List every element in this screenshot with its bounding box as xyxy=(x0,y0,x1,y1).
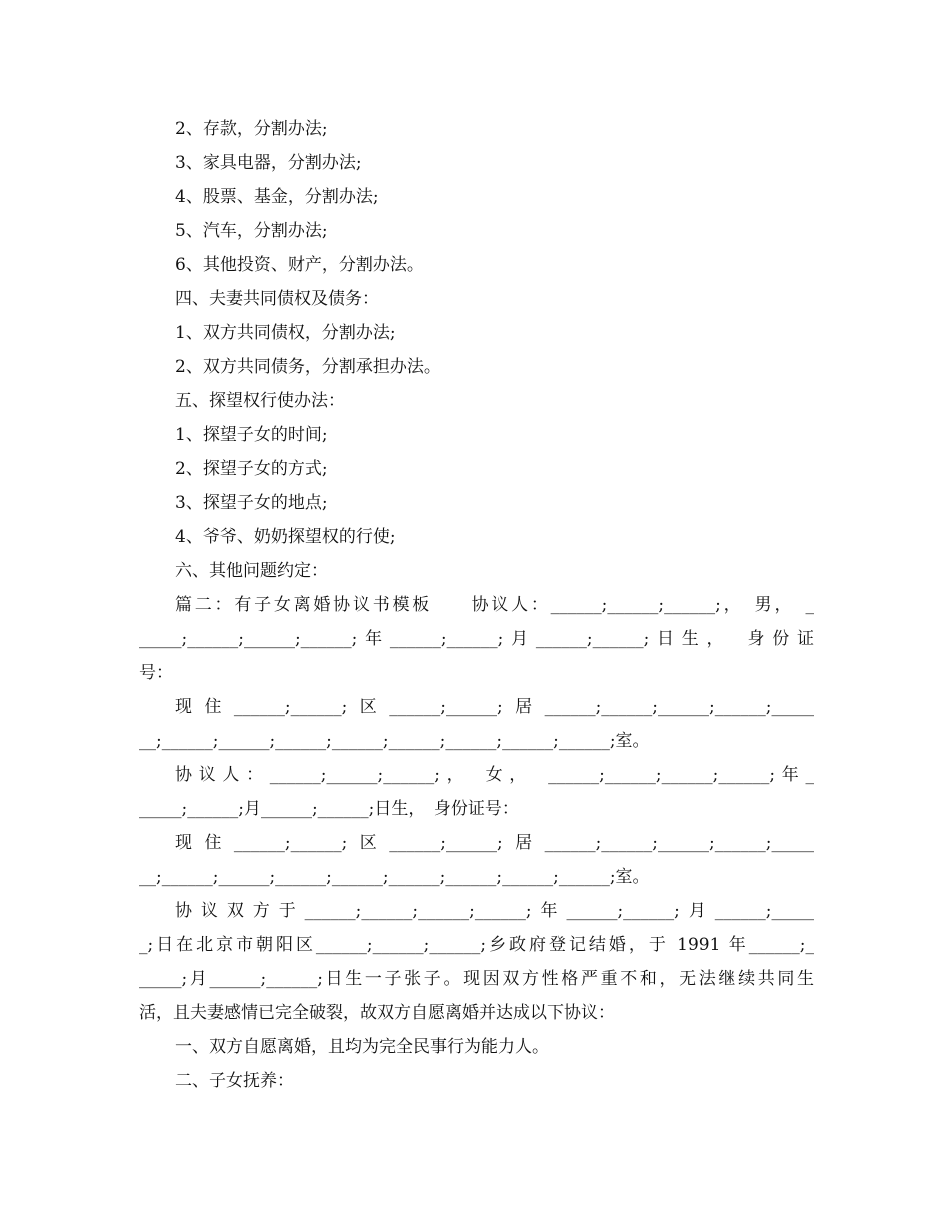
paragraph-line: _;日在北京市朝阳区______;______;______;乡政府登记结婚，于 1991 年______;_ xyxy=(139,935,814,955)
paragraph-line: __;______;______;______;______;______;______;______;______;室。 xyxy=(139,731,650,751)
paragraph-line: 现住______;______;区______;______;居______;______;______;______;_____ xyxy=(175,833,814,853)
list-item: 3、家具电器，分割办法; xyxy=(175,153,362,173)
list-item: 5、汽车，分割办法; xyxy=(175,221,328,241)
list-item: 1、探望子女的时间; xyxy=(175,425,328,445)
document-body xyxy=(139,112,814,1098)
paragraph-line: __;______;______;______;______;______;______;______;______;室。 xyxy=(139,867,650,887)
paragraph-line: 协议人：______;______;______;， 女， ______;______;______;______;年_ xyxy=(175,765,814,785)
paragraph-line: 一、双方自愿离婚，且均为完全民事行为能力人。 xyxy=(175,1037,549,1057)
list-item: 1、双方共同债权，分割办法; xyxy=(175,323,396,343)
list-item: 4、爷爷、奶奶探望权的行使; xyxy=(175,527,396,547)
list-item: 4、股票、基金，分割办法; xyxy=(175,187,379,207)
paragraph-line: _____;______;月______;______;日生， 身份证号： xyxy=(139,799,519,819)
list-item: 2、探望子女的方式; xyxy=(175,459,328,479)
paragraph-line: _____;月______;______;日生一子张子。现因双方性格严重不和，无法继续共同生 xyxy=(139,969,814,989)
list-item: 2、双方共同债务，分割承担办法。 xyxy=(175,357,441,377)
paragraph-line: 篇二：有子女离婚协议书模板 协议人：______;______;______;， 男， _ xyxy=(175,595,814,615)
paragraph-line: _____;______;______;______;年______;______;月______;______;日生， 身份证 xyxy=(139,629,814,649)
paragraph-line: 现住______;______;区______;______;居______;______;______;______;_____ xyxy=(175,697,814,717)
section-heading: 六、其他问题约定： xyxy=(175,561,328,581)
section-heading: 二、子女抚养： xyxy=(175,1071,294,1091)
paragraph-line: 号： xyxy=(139,663,173,683)
paragraph-line: 协议双方于______;______;______;______;年______;______;月______;_____ xyxy=(175,901,814,921)
section-heading: 四、夫妻共同债权及债务： xyxy=(175,289,379,309)
section-heading: 五、探望权行使办法： xyxy=(175,391,345,411)
list-item: 6、其他投资、财产，分割办法。 xyxy=(175,255,424,275)
list-item: 2、存款，分割办法; xyxy=(175,119,328,139)
list-item: 3、探望子女的地点; xyxy=(175,493,328,513)
paragraph-line: 活，且夫妻感情已完全破裂，故双方自愿离婚并达成以下协议： xyxy=(139,1003,615,1023)
